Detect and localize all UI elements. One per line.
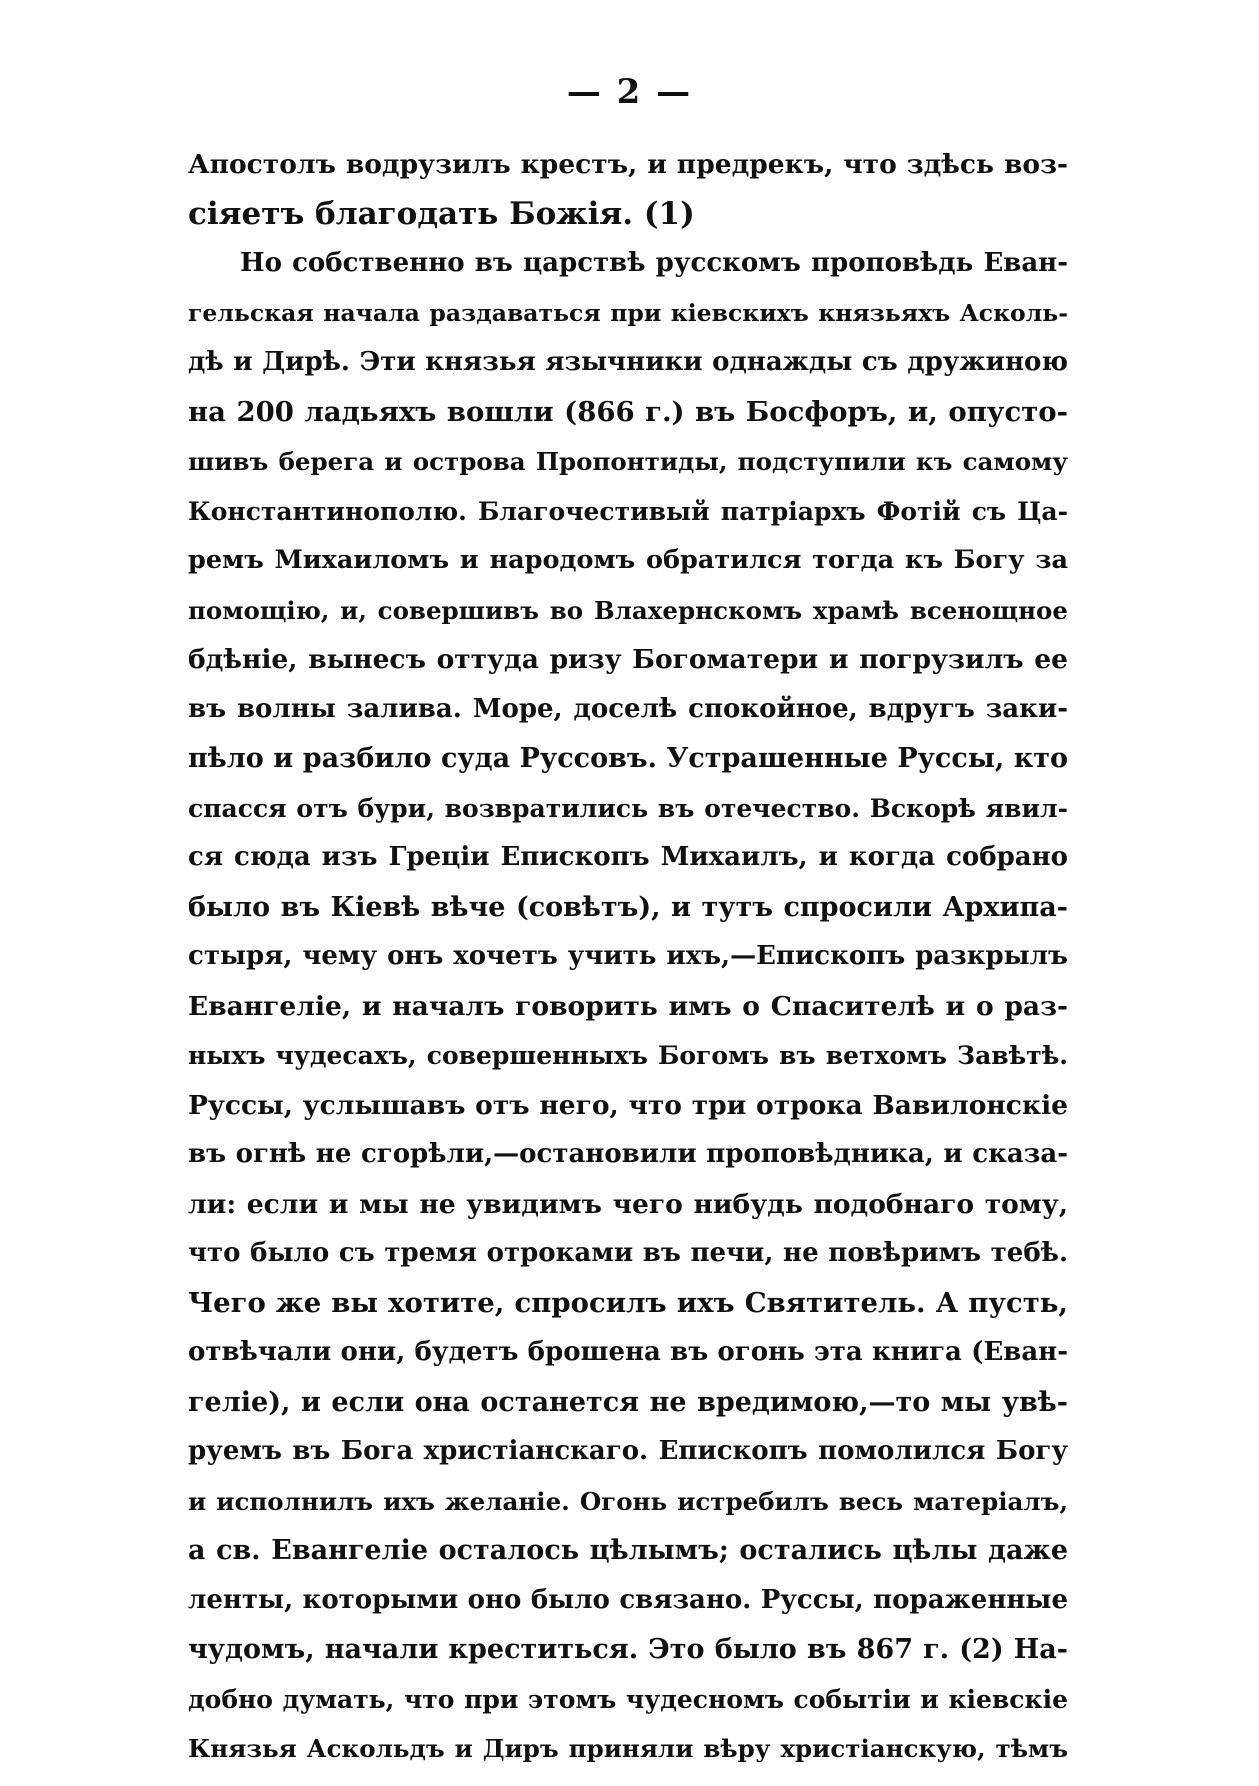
text-line: Чего же вы хотите, спросилъ ихъ Святитель. А пусть, (188, 1286, 1068, 1319)
body-text (188, 140, 1068, 1774)
text-line: Но собственно въ царствѣ русскомъ проповѣдь Еван- (240, 248, 1068, 278)
text-line: добно думать, что при этомъ чудесномъ событіи и кіевскіе (188, 1684, 1068, 1714)
text-line: чудомъ, начали креститься. Это было въ 867 г. (2) На- (188, 1634, 1068, 1665)
text-line: гельская начала раздаваться при кіевскихъ князьяхъ Асколь- (188, 298, 1068, 327)
page-number: — 2 — (566, 72, 693, 112)
text-line: и исполнилъ ихъ желаніе. Огонь истребилъ весь матеріалъ, (188, 1486, 1068, 1516)
text-line: въ огнѣ не сгорѣли,—остановили проповѣдника, и сказа- (188, 1139, 1068, 1169)
text-line: ремъ Михаиломъ и народомъ обратился тогда къ Богу за (188, 545, 1068, 575)
text-line: Князья Аскольдъ и Диръ приняли вѣру христіанскую, тѣмъ (188, 1734, 1068, 1763)
text-line: дѣ и Дирѣ. Эти князья язычники однажды съ дружиною (188, 347, 1068, 377)
text-line: что было съ тремя отроками въ печи, не повѣримъ тебѣ. (188, 1238, 1068, 1268)
text-line: пѣло и разбило суда Руссовъ. Устрашенные Руссы, кто (188, 743, 1068, 774)
text-line: шивъ берега и острова Пропонтиды, подступили къ самому (188, 447, 1068, 476)
text-line: на 200 ладьяхъ вошли (866 г.) въ Босфоръ, и, опусто- (188, 395, 1068, 428)
text-line: геліе), и если она останется не вредимою,—то мы увѣ- (188, 1386, 1068, 1418)
text-line: было въ Кіевѣ вѣче (совѣтъ), и тутъ спросили Архипа- (188, 891, 1068, 923)
text-line: въ волны залива. Море, доселѣ спокойное, вдругъ заки- (188, 693, 1068, 724)
text-line: Евангеліе, и началъ говорить имъ о Спасителѣ и о раз- (188, 990, 1068, 1022)
text-line: сіяетъ благодать Божія. (1) (188, 195, 695, 232)
text-line: Константинополю. Благочестивый патріархъ Фотій съ Ца- (188, 496, 1068, 526)
text-line: ся сюда изъ Греціи Епископъ Михаилъ, и когда собрано (188, 842, 1068, 872)
text-line: ли: если и мы не увидимъ чего нибудь подобнаго тому, (188, 1188, 1068, 1220)
text-line: отвѣчали они, будетъ брошена въ огонь эта книга (Еван- (188, 1337, 1068, 1367)
text-line: помощію, и, совершивъ во Влахернскомъ храмѣ всенощное (188, 595, 1068, 625)
text-line: ныхъ чудесахъ, совершенныхъ Богомъ въ ветхомъ Завѣтѣ. (188, 1041, 1068, 1070)
text-line: стыря, чему онъ хочетъ учить ихъ,—Епископъ разкрылъ (188, 941, 1068, 971)
text-line: ленты, которыми оно было связано. Руссы, пораженные (188, 1584, 1068, 1615)
text-line: руемъ въ Бога христіанскаго. Епископъ помолился Богу (188, 1436, 1068, 1466)
text-line: спасся отъ бури, возвратились въ отечество. Вскорѣ явил- (188, 793, 1068, 823)
text-line: а св. Евангеліе осталось цѣлымъ; остались цѣлы даже (188, 1535, 1068, 1566)
text-line: Руссы, услышавъ отъ него, что три отрока Вавилонскіе (188, 1089, 1068, 1121)
text-line: бдѣніе, вынесъ оттуда ризу Богоматери и погрузилъ ее (188, 644, 1068, 675)
text-line: Апостолъ водрузилъ крестъ, и предрекъ, что здѣсь воз- (188, 149, 1068, 180)
